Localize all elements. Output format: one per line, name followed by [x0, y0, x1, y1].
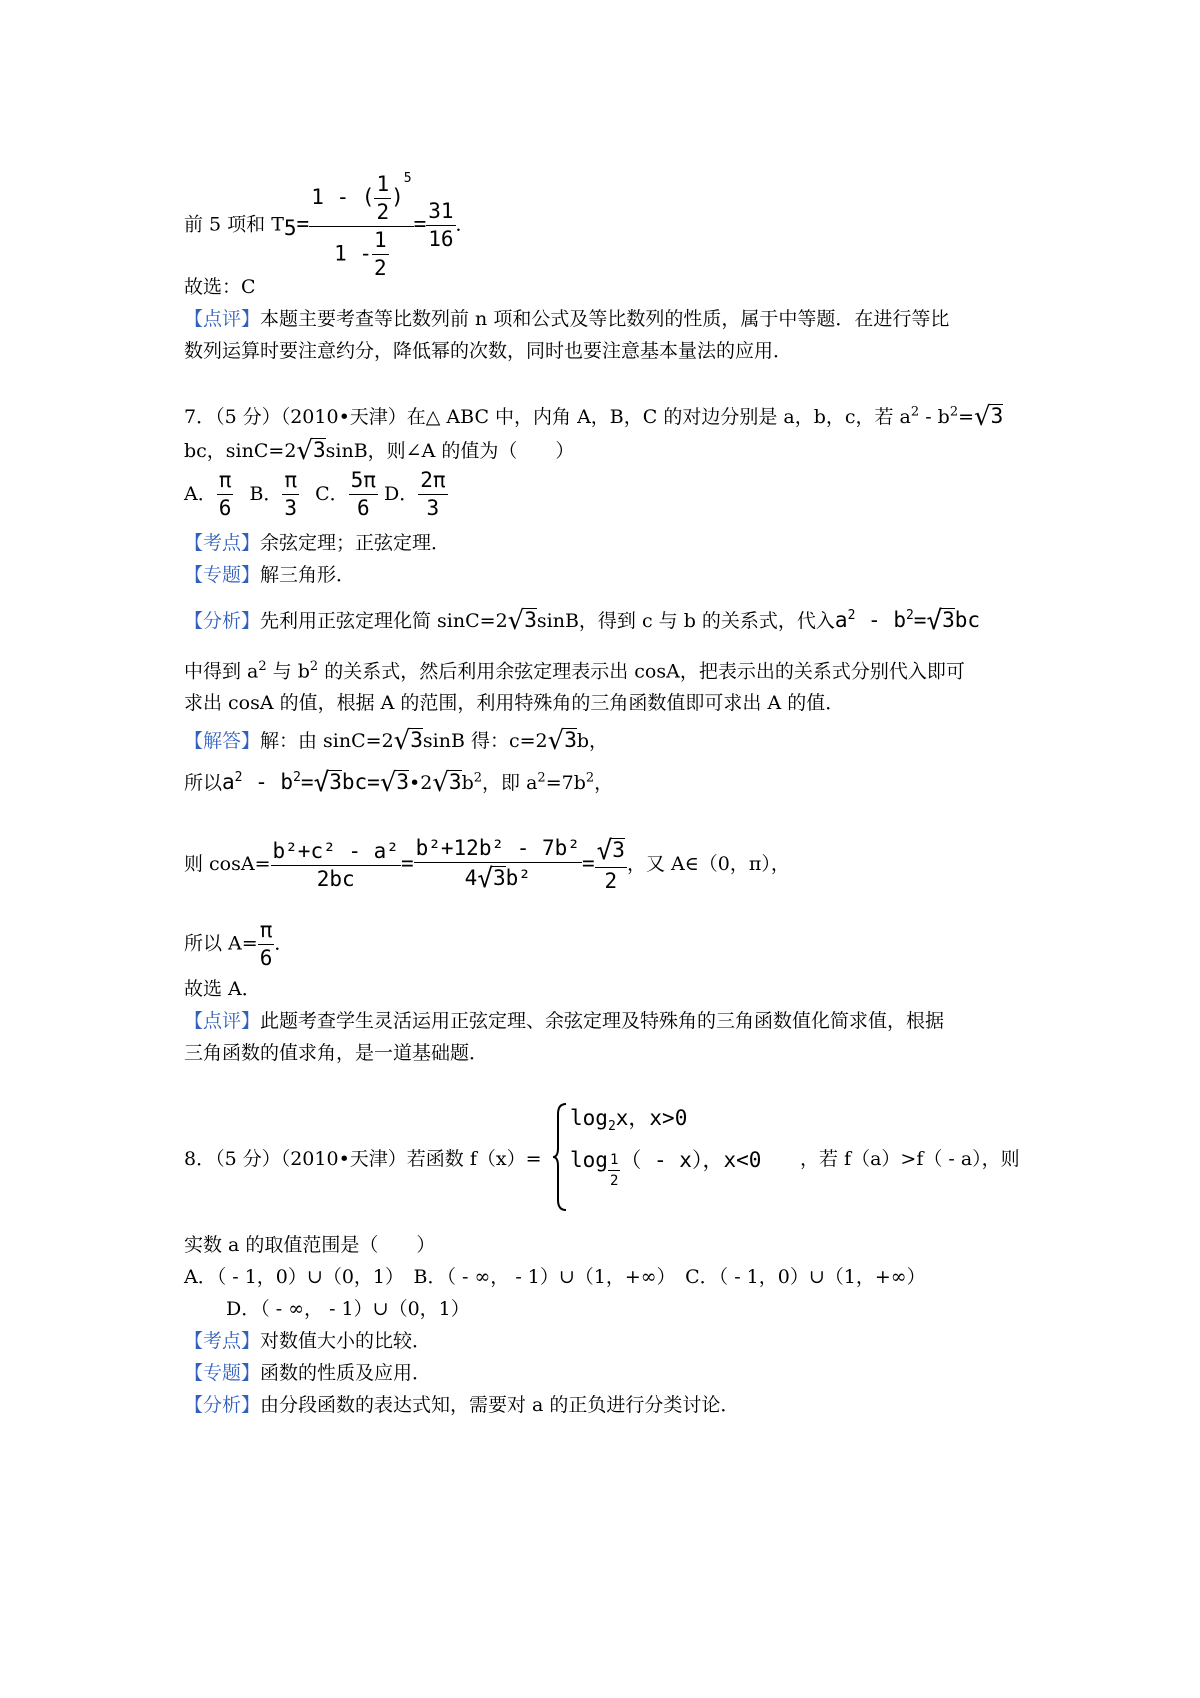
q8-options-line2[interactable]: D．（ - ∞， - 1）∪（0，1）: [226, 1298, 470, 1320]
answer-line: 所以 A= $\frac{\pi}{6}$ ．: [184, 918, 294, 970]
option-c[interactable]: C． $\frac{5\pi}{6}$: [315, 468, 376, 520]
q7-jieda-line2: 所以$a^2$ - $b^2=√3bc=√3•2√3b^2$，即 $a^2=7b^2$，: [184, 768, 614, 798]
q8-fenxi: 【分析】由分段函数的表达式知，需要对 a 的正负进行分类讨论．: [184, 1394, 740, 1416]
q7-stem-line2: bc，sinC=2√3sinB，则∠A 的值为（ ）: [184, 436, 575, 466]
sum-result: $\frac{31}{16}$: [428, 198, 454, 251]
q7-review-line1: 【点评】此题考查学生灵活运用正弦定理、余弦定理及特殊角的三角函数值化简求值，根据: [184, 1010, 945, 1032]
q7-zhuanti: 【专题】解三角形．: [184, 564, 356, 586]
option-d[interactable]: D． $\frac{2\pi}{3}$: [384, 468, 446, 520]
sum-prefix: 前 5 项和 T: [184, 213, 284, 236]
q7-fenxi-line3: 求出 cosA 的值，根据 A 的范围，利用特殊角的三角函数值即可求出 A 的值．: [184, 692, 845, 714]
q8-kaodian: 【考点】对数值大小的比较．: [184, 1330, 432, 1352]
piecewise-brace: [552, 1102, 568, 1212]
q8-stem-line2: 实数 a 的取值范围是（ ）: [184, 1234, 436, 1256]
q7-fenxi-line2: 中得到 $a^2$ 与 $b^2$ 的关系式，然后利用余弦定理表示出 cosA，把表示出的关系式分别代入即可: [184, 659, 965, 683]
piecewise-case1: $\log_2x$，x>0: [570, 1106, 688, 1135]
q6-choice: 故选：C: [184, 276, 256, 298]
q8-options-line1[interactable]: A．（ - 1，0）∪（0，1） B．（ - ∞， - 1）∪（1，+∞） C．（ - 1，0）∪（1，+∞）: [184, 1266, 926, 1288]
piecewise-case2: log $\frac{1}{2}$ （ - x），x<0: [570, 1148, 762, 1189]
option-a[interactable]: A． $\frac{\pi}{6}$: [184, 468, 232, 520]
option-b[interactable]: B． $\frac{\pi}{3}$: [249, 468, 298, 520]
q8-stem-a: 8．（5 分）（2010•天津）若函数 f（x）=: [184, 1148, 542, 1170]
q7-stem-line1: 7．（5 分）（2010•天津）在△ ABC 中，内角 A，B，C 的对边分别是 a，b，c，若 $a^2 - b^2=√3$: [184, 402, 1004, 432]
sum-formula-line: 前 5 项和 $T_5=$ 1 - ( $\frac{1}{2}$ )$^5$ 1 - $\frac{1}{2}$ = $\frac{31}{16}$ ．: [184, 171, 475, 280]
q7-jieda-line1: 【解答】解：由 sinC=2√3sinB 得：c=2√3b，: [184, 726, 609, 756]
q7-kaodian: 【考点】余弦定理；正弦定理．: [184, 532, 451, 554]
q8-zhuanti: 【专题】函数的性质及应用．: [184, 1362, 432, 1384]
sum-fraction: 1 - ( $\frac{1}{2}$ )$^5$ 1 - $\frac{1}{2}$: [311, 171, 412, 280]
q7-review-line2: 三角函数的值求角，是一道基础题．: [184, 1042, 489, 1064]
q6-review-line2: 数列运算时要注意约分，降低幂的次数，同时也要注意基本量法的应用．: [184, 340, 793, 362]
q7-choice: 故选 A．: [184, 978, 261, 1000]
q7-fenxi-line1: 【分析】先利用正弦定理化简 sinC=2√3sinB，得到 c 与 b 的关系式，代入$a^2 - b^2=√3bc$: [184, 606, 981, 636]
q8-stem-b: ，若 f（a）>f（ - a），则: [800, 1148, 1020, 1170]
q6-review-line1: 【点评】本题主要考查等比数列前 n 项和公式及等比数列的性质，属于中等题．在进行等比: [184, 308, 950, 330]
cosA-line: 则 cosA= $\frac{\text{b²+c² - a²}}{2bc}$ = $\frac{\text{b²+12b² - 7b²}}{\text{4√3b²}}$ = $\frac{√3}{2}$ ，又 A∈（0，π），: [184, 836, 790, 894]
q7-options: [184, 470, 448, 519]
